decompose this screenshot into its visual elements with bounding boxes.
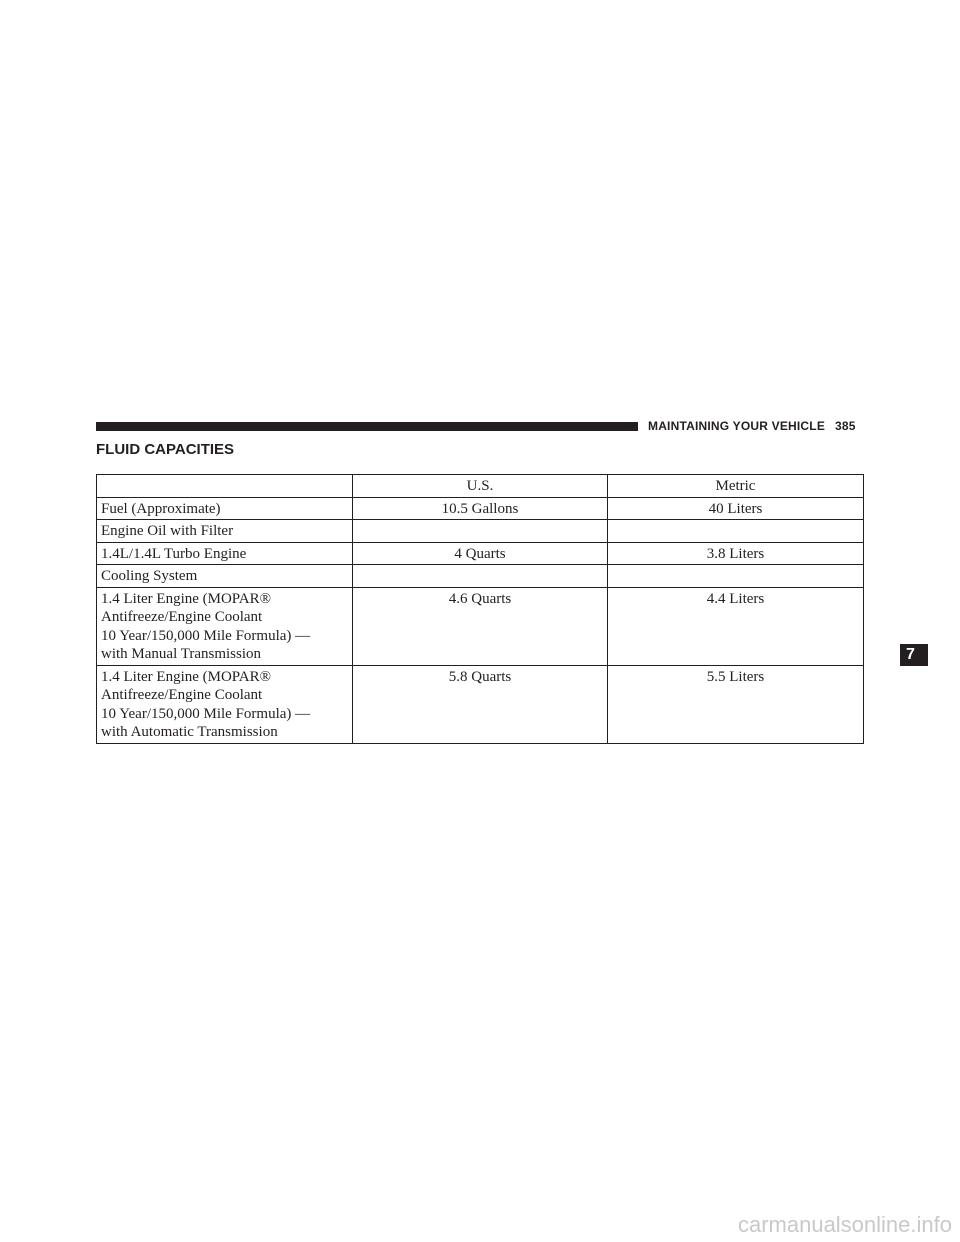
us-value: [353, 565, 608, 588]
row-label-line: 1.4L/1.4L Turbo Engine: [101, 545, 247, 562]
column-header-us: U.S.: [353, 475, 608, 498]
us-value: 5.8 Quarts: [353, 665, 608, 743]
watermark-text: carmanualsonline.info: [737, 1212, 952, 1237]
row-label-line: Fuel (Approximate): [101, 500, 221, 517]
chapter-tab: 7: [900, 644, 928, 666]
fluid-capacities-table: [96, 474, 864, 744]
running-header: [648, 419, 856, 433]
header-section-title: MAINTAINING YOUR VEHICLE: [648, 419, 826, 433]
metric-value: 3.8 Liters: [607, 542, 863, 565]
column-header-metric: Metric: [607, 475, 863, 498]
metric-value: 4.4 Liters: [607, 587, 863, 665]
row-label: [97, 565, 353, 588]
row-label-line: with Automatic Transmission: [101, 724, 278, 740]
table-row: [97, 497, 864, 520]
row-label-line: Antifreeze/Engine Coolant: [101, 687, 263, 703]
row-label-line: 10 Year/150,000 Mile Formula) —: [101, 705, 311, 722]
row-label: [97, 665, 353, 743]
table-header-row: [97, 475, 864, 498]
row-label: [97, 587, 353, 665]
table-row: [97, 665, 864, 743]
page-number: 385: [835, 419, 856, 433]
row-label: [97, 497, 353, 520]
column-header-item: [97, 475, 353, 498]
header-rule: [96, 422, 638, 431]
us-value: 4.6 Quarts: [353, 587, 608, 665]
row-label: [97, 520, 353, 543]
row-label-line: Antifreeze/Engine Coolant: [101, 609, 263, 625]
section-title: FLUID CAPACITIES: [96, 441, 235, 458]
row-label: [97, 542, 353, 565]
us-value: 4 Quarts: [353, 542, 608, 565]
metric-value: 5.5 Liters: [607, 665, 863, 743]
metric-value: [607, 520, 863, 543]
row-label-line: 10 Year/150,000 Mile Formula) —: [101, 627, 311, 644]
us-value: [353, 520, 608, 543]
us-value: 10.5 Gallons: [353, 497, 608, 520]
row-label-line: Engine Oil with Filter: [101, 523, 234, 539]
metric-value: [607, 565, 863, 588]
table-row: [97, 520, 864, 543]
table-row: [97, 587, 864, 665]
row-label-line: 1.4 Liter Engine (MOPAR®: [101, 668, 272, 685]
row-label-line: with Manual Transmission: [101, 646, 262, 662]
table-row: [97, 565, 864, 588]
metric-value: 40 Liters: [607, 497, 863, 520]
row-label-line: Cooling System: [101, 568, 198, 584]
table-row: [97, 542, 864, 565]
row-label-line: 1.4 Liter Engine (MOPAR®: [101, 590, 272, 607]
